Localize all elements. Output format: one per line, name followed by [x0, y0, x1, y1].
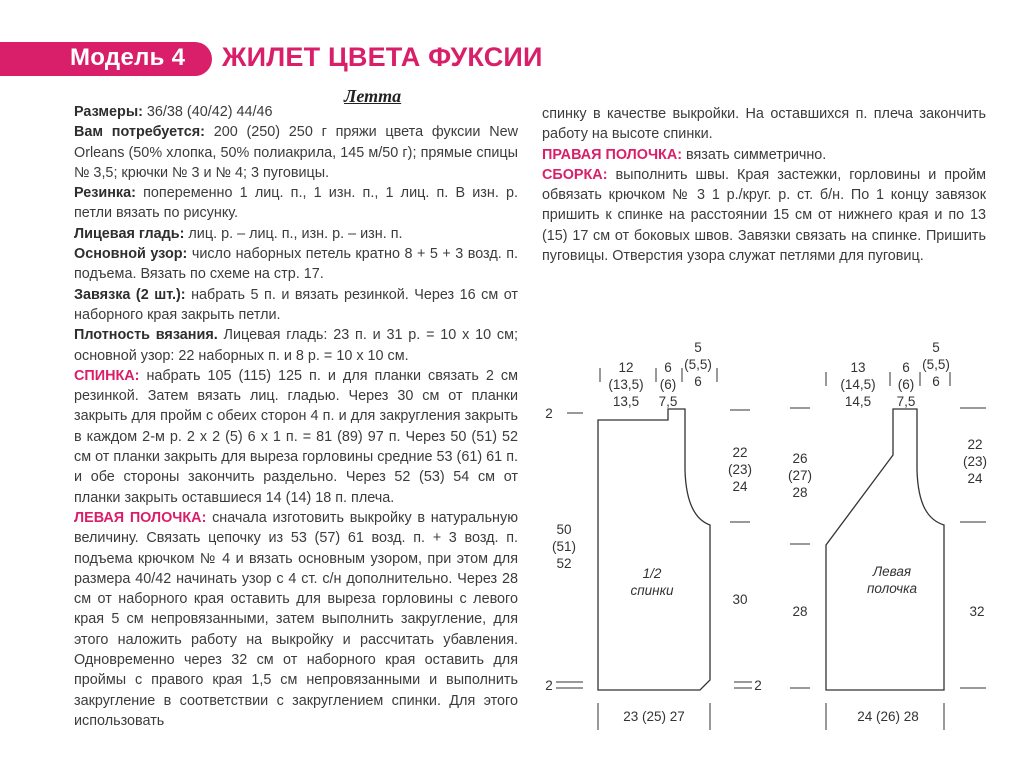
front-top-mid-3: 7,5 — [896, 394, 916, 409]
paragraph-continuation: спинку в качестве выкройки. На оставшихся п. плеча закончить работу на высоте спинки. — [542, 106, 986, 143]
front-label-1: Левая — [872, 564, 912, 579]
front-neck-3: 28 — [792, 485, 808, 500]
front-outline — [826, 409, 944, 690]
paragraph-ties: Завязка (2 шт.): набрать 5 п. и вязать резинкой. Через 16 см от наборного края закрыть петли. — [74, 286, 518, 323]
back-outline — [598, 409, 710, 690]
front-label-2: полочка — [866, 581, 918, 596]
paragraph-assembly: СБОРКА: выполнить швы. Края застежки, горловины и пройм обвязать крючком № 3 1 р./круг. р. ст. б/н. По 1 концу завязок пришить к спинке на расстоянии 15 см от нижнего края и по 13 (15) 17 см от боковых швов. Завязки связать на спинке. Пришить пуговицы. Отверстия узора служат петлями для пуговиц. — [542, 166, 986, 265]
back-top-left-2: (13,5) — [608, 377, 644, 392]
back-top-mid-3: 7,5 — [658, 394, 678, 409]
front-top-right-2: (5,5) — [922, 357, 950, 372]
back-top-right-1: 5 — [694, 340, 702, 355]
back-shoulder-drop: 2 — [545, 406, 553, 421]
back-band-left: 2 — [545, 678, 553, 693]
paragraph-stockinette: Лицевая гладь: лиц. р. – лиц. п., изн. р. – изн. п. — [74, 225, 403, 242]
back-band-right: 2 — [754, 678, 762, 693]
front-top-right-3: 6 — [932, 374, 940, 389]
front-armhole-1: 22 — [967, 437, 983, 452]
front-top-right-1: 5 — [932, 340, 940, 355]
front-armhole-3: 24 — [967, 471, 983, 486]
back-height-1: 50 — [556, 522, 572, 537]
front-top-mid-1: 6 — [902, 360, 910, 375]
back-top-right-2: (5,5) — [684, 357, 712, 372]
back-width: 23 (25) 27 — [623, 709, 685, 724]
paragraph-sizes: Размеры: 36/38 (40/42) 44/46 — [74, 104, 273, 120]
page-title: ЖИЛЕТ ЦВЕТА ФУКСИИ — [222, 42, 543, 72]
back-armhole-2: (23) — [727, 462, 753, 477]
back-top-right-3: 6 — [694, 374, 702, 389]
back-top-mid-1: 6 — [664, 360, 672, 375]
paragraph-back: СПИНКА: набрать 105 (115) 125 п. и для планки связать 2 см резинкой. Затем вязать лиц. гладью. Через 30 см от планки закрыть для пройм с обеих сторон 4 п. и для закругления закрыть в каждом 2-м р. 2 х 2 (5) 6 х 1 п. = 81 (89) 97 п. Через 50 (51) 52 см от планки закрыть для выреза горловины средние 53 (61) 61 п. и обе стороны закончить раздельно. Через 52 (53) 54 см от планки закрыть оставшиеся 14 (14) 18 п. плеча. — [74, 367, 518, 506]
front-lower-left: 28 — [792, 604, 808, 619]
front-armhole-2: (23) — [962, 454, 988, 469]
back-armhole-3: 24 — [732, 479, 748, 494]
front-lower-right: 32 — [969, 604, 985, 619]
back-top-mid-2: (6) — [659, 377, 677, 392]
paragraph-materials: Вам потребуется: 200 (250) 250 г пряжи цвета фуксии New Orleans (50% хлопка, 50% полиакрила, 145 м/50 г); прямые спицы № 3,5; крючки № 3 и № 4; 3 пуговицы. — [74, 124, 518, 181]
front-top-left-1: 13 — [850, 360, 866, 375]
front-neck-1: 26 — [792, 451, 808, 466]
paragraph-right-front: ПРАВАЯ ПОЛОЧКА: вязать симметрично. — [542, 146, 827, 163]
front-top-mid-2: (6) — [897, 377, 915, 392]
front-top-left-2: (14,5) — [840, 377, 876, 392]
front-top-left-3: 14,5 — [844, 394, 872, 409]
paragraph-rib: Резинка: попеременно 1 лиц. п., 1 изн. п., 1 лиц. п. В изн. р. петли вязать по рисунку. — [74, 185, 518, 222]
back-lower-height: 30 — [732, 592, 748, 607]
back-top-left-3: 13,5 — [612, 394, 640, 409]
paragraph-left-front: ЛЕВАЯ ПОЛОЧКА: сначала изготовить выкройку в натуральную величину. Связать цепочку из 53 (57) 61 возд. п. + 3 возд. п. подъема крючком № 4 и вязать основным узором, при этом для размера 40/42 начинать узор с 4 ст. с/н дополнительно. Через 28 см от наборного края оставить для выреза горловины с левого края 5 см непровязанными, затем выполнить закругление, для этого наложить работу на выкройку и рассчитать убавления. Одновременно через 32 см от наборного края оставить для проймы с правого края 1,5 см непровязанными и выполнить закругление в соответствии с закруглением спинки. Для этого использовать — [74, 509, 518, 729]
front-neck-2: (27) — [787, 468, 813, 483]
back-top-left-1: 12 — [618, 360, 634, 375]
paragraph-gauge: Плотность вязания. Лицевая гладь: 23 п. и 31 р. = 10 х 10 см; основной узор: 22 наборных п. и 8 р. = 10 х 10 см. — [74, 327, 519, 364]
back-label-1: 1/2 — [642, 566, 662, 581]
back-armhole-1: 22 — [732, 445, 748, 460]
back-height-2: (51) — [551, 539, 577, 554]
front-width: 24 (26) 28 — [857, 709, 919, 724]
model-label: Модель 4 — [70, 44, 186, 71]
paragraph-main-pattern: Основной узор: число наборных петель кратно 8 + 5 + 3 возд. п. подъема. Вязать по схеме на стр. 17. — [74, 246, 518, 283]
back-label-2: спинки — [630, 583, 674, 598]
signature: Летта — [344, 86, 402, 106]
back-height-3: 52 — [556, 556, 572, 571]
